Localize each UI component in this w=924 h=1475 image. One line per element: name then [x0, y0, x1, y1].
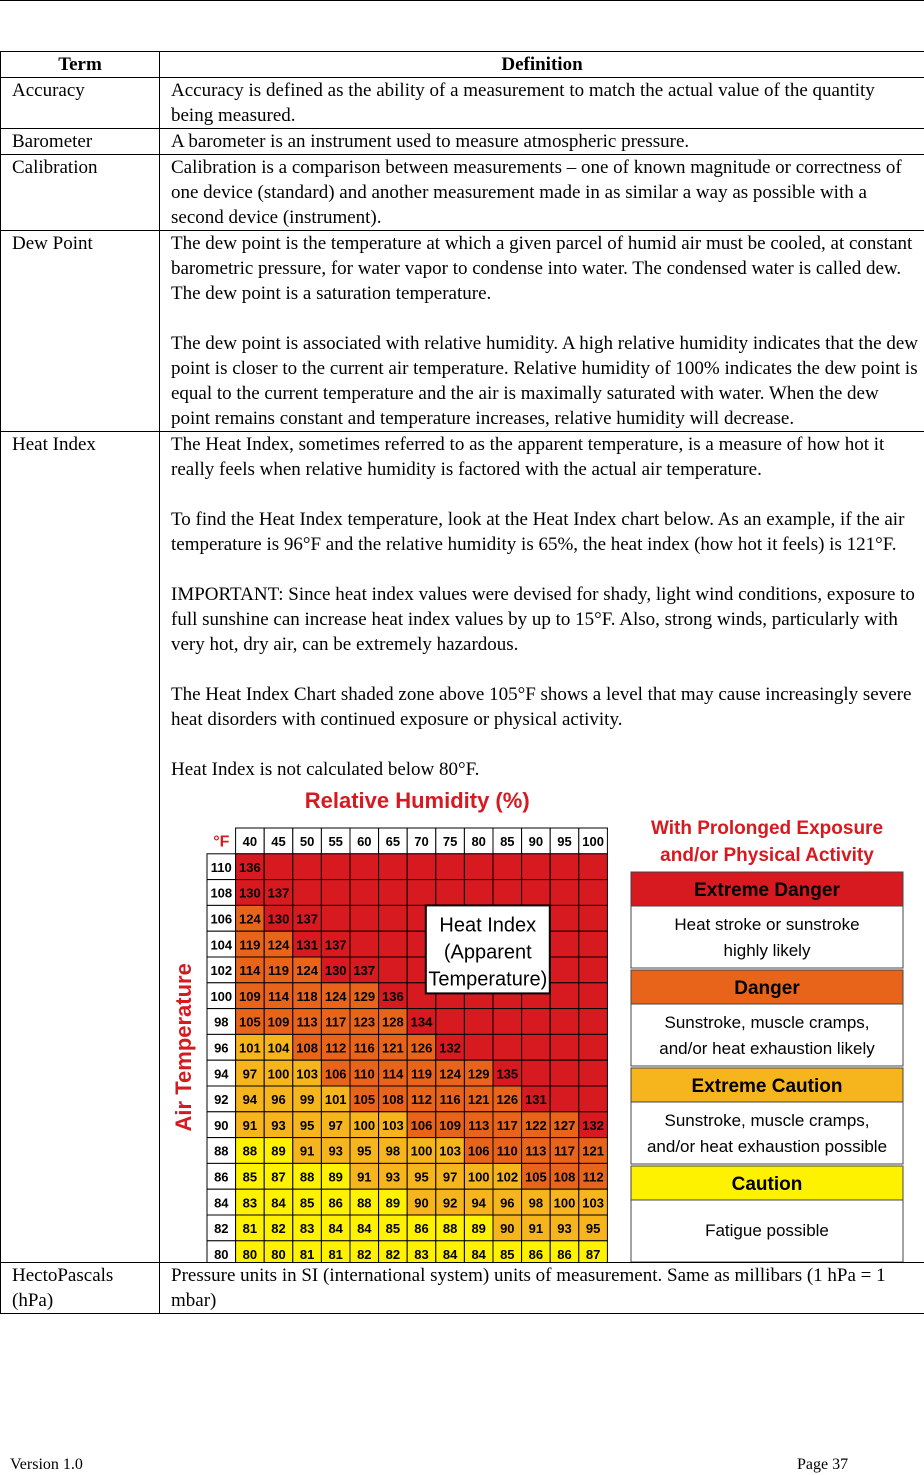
- term-dew-point: Dew Point: [1, 231, 160, 432]
- temp-tick-label: 110: [210, 859, 232, 875]
- heat-index-cell: [579, 1086, 608, 1112]
- table-row: [1, 78, 924, 129]
- heat-index-value: 97: [328, 1117, 343, 1133]
- top-rule: [0, 0, 924, 1]
- heat-index-value: 129: [353, 988, 376, 1004]
- legend-label: Extreme Danger: [694, 880, 840, 901]
- y-axis-title: Air Temperature: [171, 963, 196, 1132]
- heat-index-value: 103: [382, 1117, 404, 1133]
- temp-tick-label: 102: [210, 963, 233, 979]
- heat-index-value: 81: [242, 1221, 258, 1237]
- heat-index-value: 114: [239, 963, 261, 979]
- heat-index-value: 95: [357, 1143, 372, 1159]
- humidity-tick-label: 95: [557, 834, 572, 850]
- heat-index-value: 87: [585, 1246, 601, 1262]
- table-row: [1, 231, 924, 432]
- temp-tick-label: 98: [214, 1014, 229, 1030]
- heat-index-value: 88: [357, 1195, 372, 1211]
- heat-index-value: 130: [324, 963, 347, 979]
- heat-index-value: 118: [296, 988, 318, 1004]
- definition-text: The Heat Index, sometimes referred to as the apparent temperature, is a measure of how hot it really feels when relative humidity is factored with the actual air temperature.: [171, 434, 885, 480]
- heat-index-value: 110: [353, 1066, 375, 1082]
- table-header-row: [1, 52, 924, 78]
- heat-index-chart: [171, 782, 911, 1262]
- temp-tick-label: 90: [214, 1117, 229, 1133]
- heat-index-value: 82: [385, 1246, 401, 1262]
- heat-index-value: 103: [439, 1143, 461, 1159]
- heat-index-cell: [579, 983, 608, 1009]
- humidity-tick-label: 50: [299, 834, 315, 850]
- heat-index-cell: [350, 931, 379, 957]
- heat-index-value: 91: [357, 1169, 372, 1185]
- heat-index-value: 98: [385, 1143, 401, 1159]
- heat-index-value: 86: [328, 1195, 343, 1211]
- heat-index-cell: [522, 1034, 551, 1060]
- heat-index-cell: [522, 1009, 551, 1035]
- legend-description: highly likely: [723, 941, 811, 960]
- heat-index-value: 83: [242, 1195, 258, 1211]
- heat-index-value: 119: [239, 937, 261, 953]
- heat-index-cell: [550, 1009, 579, 1035]
- heat-index-value: 132: [439, 1040, 461, 1056]
- heat-index-cell: [579, 880, 608, 906]
- heat-index-cell: [493, 1034, 522, 1060]
- table-row: [1, 129, 924, 155]
- humidity-tick-label: 85: [500, 834, 515, 850]
- heat-index-value: 84: [442, 1246, 458, 1262]
- heat-index-cell: [550, 880, 579, 906]
- chart-center-label: (Apparent: [443, 941, 532, 964]
- heat-index-value: 102: [496, 1169, 519, 1185]
- heat-index-value: 110: [496, 1143, 518, 1159]
- heat-index-cell: [579, 957, 608, 983]
- heat-index-value: 95: [299, 1117, 315, 1133]
- heat-index-value: 121: [582, 1143, 604, 1159]
- heat-index-value: 100: [353, 1117, 376, 1133]
- heat-index-value: 114: [382, 1066, 404, 1082]
- heat-index-cell: [264, 854, 293, 880]
- heat-index-value: 109: [439, 1117, 461, 1133]
- temp-tick-label: 88: [214, 1143, 229, 1159]
- heat-index-cell: [579, 854, 608, 880]
- heat-index-value: 131: [296, 937, 318, 953]
- heat-index-value: 136: [382, 988, 404, 1004]
- definition-text: The dew point is the temperature at which a given parcel of humid air must be cooled, at constant barometric pressure, for water vapor to condense into water. The condensed water is called dew. The dew point is a saturation temperature.: [171, 233, 913, 304]
- footer-version: Version 1.0: [10, 1456, 83, 1473]
- heat-index-value: 91: [299, 1143, 315, 1159]
- heat-index-cell: [579, 931, 608, 957]
- heat-index-value: 84: [271, 1195, 286, 1211]
- heat-index-value: 124: [239, 911, 261, 927]
- temp-tick-label: 92: [214, 1092, 229, 1108]
- heat-index-value: 113: [468, 1117, 490, 1133]
- definition-text: Accuracy is defined as the ability of a measurement to match the actual value of the quantity being measured.: [171, 80, 875, 126]
- term-heat-index: Heat Index: [1, 432, 160, 1263]
- heat-index-value: 83: [414, 1246, 429, 1262]
- heat-index-value: 93: [385, 1169, 401, 1185]
- heat-index-cell: [550, 854, 579, 880]
- heat-index-value: 85: [385, 1221, 401, 1237]
- heat-index-cell: [464, 880, 493, 906]
- heat-index-value: 124: [324, 988, 347, 1004]
- heat-index-cell: [550, 1086, 579, 1112]
- definition-barometer: [160, 129, 924, 155]
- legend-label: Extreme Caution: [691, 1076, 843, 1097]
- heat-index-cell: [379, 880, 408, 906]
- term-barometer: Barometer: [1, 129, 160, 155]
- heat-index-value: 82: [357, 1246, 372, 1262]
- heat-index-cell: [379, 854, 408, 880]
- heat-index-value: 134: [410, 1014, 433, 1030]
- heat-index-value: 113: [296, 1014, 318, 1030]
- heat-index-value: 93: [271, 1117, 286, 1133]
- term-accuracy: Accuracy: [1, 78, 160, 129]
- heat-index-value: 84: [471, 1246, 486, 1262]
- heat-index-cell: [522, 1060, 551, 1086]
- heat-index-value: 82: [271, 1221, 286, 1237]
- heat-index-value: 97: [442, 1169, 458, 1185]
- heat-index-value: 81: [299, 1246, 315, 1262]
- humidity-tick-label: 65: [385, 834, 401, 850]
- heat-index-cell: [493, 1009, 522, 1035]
- heat-index-value: 85: [500, 1246, 515, 1262]
- heat-index-value: 100: [267, 1066, 290, 1082]
- heat-index-cell: [550, 1034, 579, 1060]
- heat-index-value: 99: [299, 1092, 315, 1108]
- humidity-tick-label: 90: [528, 834, 544, 850]
- heat-index-value: 86: [557, 1246, 572, 1262]
- heat-index-value: 137: [324, 937, 347, 953]
- heat-index-value: 122: [525, 1117, 547, 1133]
- heat-index-value: 137: [353, 963, 376, 979]
- legend-description: Heat stroke or sunstroke: [674, 915, 860, 934]
- definition-text: Pressure units in SI (international system) units of measurement. Same as millibars (1 hPa = 1 mbar): [171, 1265, 886, 1311]
- heat-index-cell: [522, 880, 551, 906]
- heat-index-value: 126: [496, 1092, 519, 1108]
- heat-index-value: 80: [242, 1246, 258, 1262]
- footer-page-number: Page 37: [797, 1456, 849, 1473]
- header-definition: Definition: [160, 52, 924, 78]
- heat-index-value: 85: [299, 1195, 315, 1211]
- heat-index-value: 100: [553, 1195, 576, 1211]
- heat-index-value: 112: [411, 1092, 432, 1108]
- humidity-tick-label: 55: [328, 834, 343, 850]
- legend-description: and/or heat exhaustion likely: [659, 1039, 875, 1058]
- humidity-tick-label: 70: [414, 834, 429, 850]
- heat-index-value: 91: [528, 1221, 544, 1237]
- heat-index-chart-svg: [171, 782, 911, 1262]
- temp-tick-label: 86: [214, 1169, 229, 1185]
- heat-index-cell: [493, 880, 522, 906]
- definition-text: To find the Heat Index temperature, look at the Heat Index chart below. As an example, if the air temperature is 96°F and the relative humidity is 65%, the heat index (how hot it feels) is 121°F.: [171, 509, 905, 555]
- heat-index-cell: [379, 931, 408, 957]
- heat-index-value: 100: [410, 1143, 433, 1159]
- heat-index-cell: [464, 1009, 493, 1035]
- heat-index-value: 127: [553, 1117, 576, 1133]
- table-row: [1, 1263, 924, 1314]
- heat-index-value: 90: [414, 1195, 429, 1211]
- heat-index-cell: [379, 905, 408, 931]
- heat-index-value: 105: [525, 1169, 547, 1185]
- heat-index-value: 124: [296, 963, 318, 979]
- heat-index-value: 104: [267, 1040, 290, 1056]
- heat-index-value: 101: [324, 1092, 347, 1108]
- heat-index-value: 89: [328, 1169, 343, 1185]
- legend-heading: and/or Physical Activity: [660, 845, 874, 866]
- heat-index-cell: [579, 905, 608, 931]
- heat-index-value: 86: [414, 1221, 429, 1237]
- temp-tick-label: 104: [210, 937, 233, 953]
- heat-index-value: 116: [353, 1040, 375, 1056]
- heat-index-value: 124: [439, 1066, 461, 1082]
- heat-index-cell: [550, 905, 579, 931]
- definition-text: IMPORTANT: Since heat index values were devised for shady, light wind conditions, exposure to full sunshine can increase heat index values by up to 15°F. Also, strong winds, particularly with very hot, dry air, can be extremely hazardous.: [171, 584, 915, 655]
- heat-index-value: 83: [299, 1221, 315, 1237]
- heat-index-value: 97: [242, 1066, 258, 1082]
- heat-index-value: 136: [239, 859, 261, 875]
- heat-index-value: 117: [554, 1143, 575, 1159]
- heat-index-value: 131: [525, 1092, 547, 1108]
- heat-index-value: 88: [242, 1143, 258, 1159]
- humidity-tick-label: 80: [471, 834, 486, 850]
- definition-text: Calibration is a comparison between measurements – one of known magnitude or correctness of one device (standard) and another measurement made in as similar a way as possible with a second device (instrument).: [171, 157, 902, 228]
- heat-index-cell: [321, 854, 350, 880]
- heat-index-value: 103: [296, 1066, 318, 1082]
- heat-index-cell: [579, 1060, 608, 1086]
- corner-unit: °F: [213, 833, 230, 851]
- heat-index-value: 121: [382, 1040, 404, 1056]
- definition-text: The Heat Index Chart shaded zone above 105°F shows a level that may cause increasingly severe heat disorders with continued exposure or physical activity.: [171, 684, 912, 730]
- heat-index-value: 94: [242, 1092, 258, 1108]
- heat-index-value: 135: [496, 1066, 519, 1082]
- heat-index-cell: [579, 1009, 608, 1035]
- humidity-tick-label: 45: [271, 834, 286, 850]
- heat-index-cell: [321, 905, 350, 931]
- heat-index-value: 108: [382, 1092, 404, 1108]
- heat-index-value: 80: [271, 1246, 286, 1262]
- heat-index-value: 96: [500, 1195, 515, 1211]
- heat-index-cell: [550, 931, 579, 957]
- heat-index-cell: [436, 1009, 465, 1035]
- heat-index-cell: [321, 880, 350, 906]
- definition-calibration: [160, 155, 924, 231]
- heat-index-value: 117: [496, 1117, 518, 1133]
- heat-index-value: 93: [557, 1221, 572, 1237]
- table-row: [1, 432, 924, 1263]
- heat-index-value: 129: [467, 1066, 490, 1082]
- heat-index-cell: [493, 854, 522, 880]
- term-calibration: Calibration: [1, 155, 160, 231]
- temp-tick-label: 108: [210, 885, 233, 901]
- heat-index-cell: [350, 880, 379, 906]
- heat-index-value: 90: [500, 1221, 515, 1237]
- temp-tick-label: 100: [210, 988, 233, 1004]
- heat-index-value: 116: [439, 1092, 461, 1108]
- heat-index-value: 87: [271, 1169, 286, 1185]
- heat-index-value: 126: [410, 1040, 433, 1056]
- heat-index-value: 124: [267, 937, 290, 953]
- heat-index-cell: [579, 1034, 608, 1060]
- humidity-tick-label: 40: [242, 834, 258, 850]
- heat-index-cell: [350, 854, 379, 880]
- legend-description: Fatigue possible: [705, 1221, 829, 1240]
- heat-index-cell: [379, 957, 408, 983]
- heat-index-value: 137: [267, 885, 290, 901]
- legend-description: Sunstroke, muscle cramps,: [664, 1013, 870, 1032]
- heat-index-value: 92: [442, 1195, 458, 1211]
- heat-index-cell: [550, 957, 579, 983]
- heat-index-cell: [407, 880, 436, 906]
- heat-index-cell: [522, 854, 551, 880]
- legend-description: and/or heat exhaustion possible: [646, 1137, 888, 1156]
- definition-hectopascals: [160, 1263, 924, 1314]
- heat-index-value: 112: [325, 1040, 347, 1056]
- definition-text: The dew point is associated with relative humidity. A high relative humidity indicates that the dew point is closer to the current air temperature. Relative humidity of 100% indicates the dew point is equal to the current temperature and the air is maximally saturated with water. When the dew point remains constant and temperature increases, relative humidity will decrease.: [171, 333, 918, 429]
- heat-index-value: 121: [467, 1092, 490, 1108]
- heat-index-value: 101: [239, 1040, 261, 1056]
- heat-index-value: 106: [410, 1117, 433, 1133]
- legend-label: Danger: [734, 978, 800, 999]
- glossary-table: [0, 51, 924, 1314]
- temp-tick-label: 96: [214, 1040, 229, 1056]
- heat-index-value: 89: [271, 1143, 286, 1159]
- heat-index-cell: [550, 1060, 579, 1086]
- definition-heat-index: [160, 432, 924, 1263]
- chart-center-label: Heat Index: [439, 914, 537, 937]
- heat-index-value: 108: [296, 1040, 318, 1056]
- heat-index-value: 105: [353, 1092, 376, 1108]
- heat-index-value: 95: [585, 1221, 601, 1237]
- heat-index-value: 89: [385, 1195, 401, 1211]
- heat-index-cell: [293, 880, 322, 906]
- heat-index-value: 95: [414, 1169, 429, 1185]
- heat-index-cell: [436, 880, 465, 906]
- heat-index-value: 113: [525, 1143, 547, 1159]
- heat-index-value: 123: [353, 1014, 376, 1030]
- heat-index-value: 85: [242, 1169, 258, 1185]
- temp-tick-label: 82: [214, 1221, 229, 1237]
- temp-tick-label: 84: [214, 1195, 229, 1211]
- definition-accuracy: [160, 78, 924, 129]
- table-row: [1, 155, 924, 231]
- heat-index-value: 106: [324, 1066, 347, 1082]
- heat-index-cell: [550, 983, 579, 1009]
- heat-index-value: 112: [582, 1169, 604, 1185]
- legend-heading: With Prolonged Exposure: [650, 818, 884, 839]
- definition-text: Heat Index is not calculated below 80°F.: [171, 759, 480, 780]
- humidity-tick-label: 60: [357, 834, 372, 850]
- heat-index-value: 137: [296, 911, 318, 927]
- heat-index-value: 130: [239, 885, 261, 901]
- heat-index-cell: [407, 854, 436, 880]
- humidity-tick-label: 100: [582, 834, 604, 850]
- definition-dew-point: [160, 231, 924, 432]
- chart-title: Relative Humidity (%): [304, 788, 530, 813]
- heat-index-value: 109: [239, 988, 261, 1004]
- heat-index-cell: [436, 854, 465, 880]
- heat-index-value: 91: [242, 1117, 258, 1133]
- heat-index-value: 130: [267, 911, 290, 927]
- heat-index-value: 100: [467, 1169, 490, 1185]
- heat-index-value: 81: [328, 1246, 343, 1262]
- humidity-tick-label: 75: [442, 834, 458, 850]
- heat-index-value: 94: [471, 1195, 486, 1211]
- heat-index-value: 108: [553, 1169, 576, 1185]
- legend-label: Caution: [731, 1174, 803, 1195]
- heat-index-value: 119: [411, 1066, 432, 1082]
- term-hectopascals: HectoPascals (hPa): [1, 1263, 160, 1314]
- heat-index-value: 88: [299, 1169, 315, 1185]
- heat-index-cell: [464, 1034, 493, 1060]
- heat-index-value: 84: [357, 1221, 372, 1237]
- header-term: Term: [1, 52, 160, 78]
- temp-tick-label: 80: [214, 1246, 229, 1262]
- heat-index-value: 114: [268, 988, 289, 1004]
- heat-index-value: 119: [268, 963, 289, 979]
- heat-index-value: 106: [467, 1143, 490, 1159]
- definition-text: A barometer is an instrument used to measure atmospheric pressure.: [171, 131, 690, 152]
- heat-index-value: 84: [328, 1221, 343, 1237]
- heat-index-value: 103: [582, 1195, 604, 1211]
- temp-tick-label: 106: [210, 911, 233, 927]
- heat-index-value: 86: [528, 1246, 544, 1262]
- heat-index-value: 88: [442, 1221, 458, 1237]
- heat-index-cell: [464, 854, 493, 880]
- heat-index-value: 98: [528, 1195, 544, 1211]
- heat-index-value: 109: [267, 1014, 290, 1030]
- heat-index-value: 96: [271, 1092, 286, 1108]
- heat-index-cell: [350, 905, 379, 931]
- heat-index-value: 93: [328, 1143, 343, 1159]
- legend-description: Sunstroke, muscle cramps,: [664, 1111, 870, 1130]
- heat-index-cell: [293, 854, 322, 880]
- heat-index-value: 128: [382, 1014, 404, 1030]
- heat-index-value: 89: [471, 1221, 486, 1237]
- heat-index-value: 132: [582, 1117, 604, 1133]
- temp-tick-label: 94: [214, 1066, 229, 1082]
- heat-index-value: 105: [239, 1014, 261, 1030]
- chart-center-label: Temperature): [428, 968, 548, 991]
- heat-index-value: 117: [325, 1014, 347, 1030]
